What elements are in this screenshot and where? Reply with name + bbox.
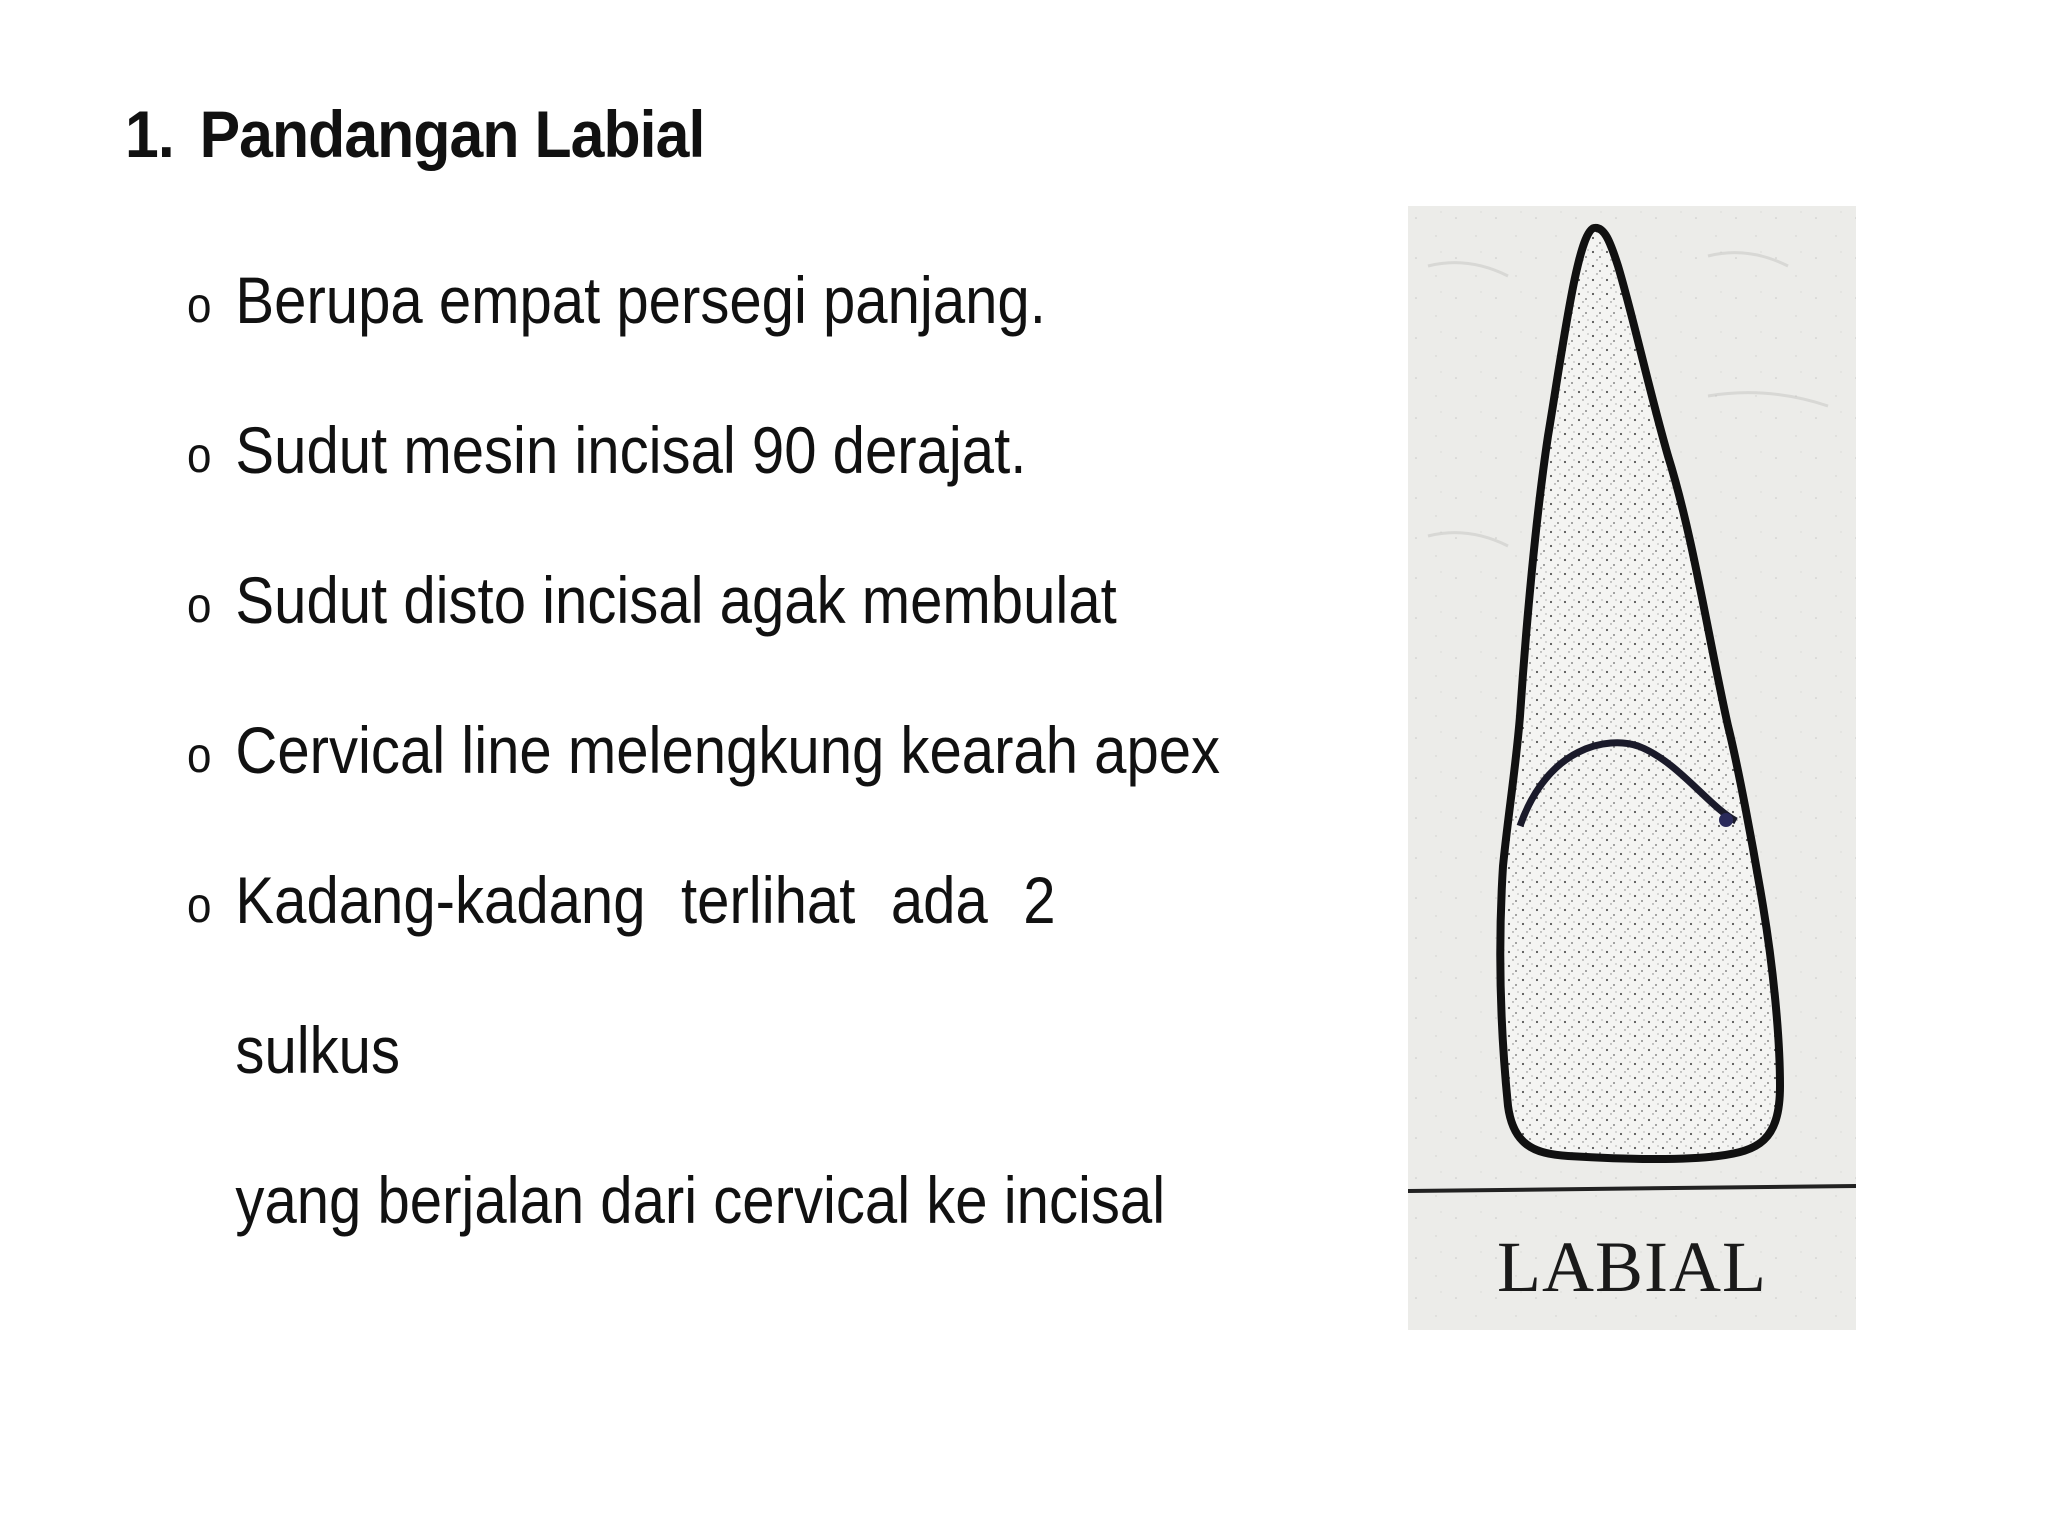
bullet-text: Berupa empat persegi panjang. <box>235 263 1046 337</box>
tooth-labial-view-drawing-icon <box>1408 206 1856 1330</box>
list-item <box>187 825 1203 1237</box>
bullet-marker: o <box>187 877 212 933</box>
bullet-list <box>187 225 1287 1237</box>
heading-title: Pandangan Labial <box>199 97 705 171</box>
bullet-text: Sudut mesin incisal 90 derajat. <box>235 413 1027 487</box>
list-item <box>187 225 1155 375</box>
list-item <box>187 525 1155 675</box>
figure-caption: LABIAL <box>1497 1227 1767 1307</box>
bullet-marker: o <box>187 727 212 783</box>
bullet-text-line1: Kadang-kadang terlihat ada 2 sulkus <box>235 863 1056 1087</box>
tooth-figure <box>1408 206 1856 1330</box>
slide-heading <box>125 96 704 172</box>
list-item <box>187 675 1221 825</box>
bullet-marker: o <box>187 277 212 333</box>
bullet-text: Sudut disto incisal agak membulat <box>235 563 1117 637</box>
bullet-text: Cervical line melengkung kearah apex <box>235 713 1221 787</box>
bullet-marker: o <box>187 577 212 633</box>
heading-number: 1. <box>125 97 174 171</box>
bullet-text-line2: yang berjalan dari cervical ke incisal <box>235 1163 1166 1237</box>
list-item <box>187 375 1155 525</box>
bullet-marker: o <box>187 427 212 483</box>
